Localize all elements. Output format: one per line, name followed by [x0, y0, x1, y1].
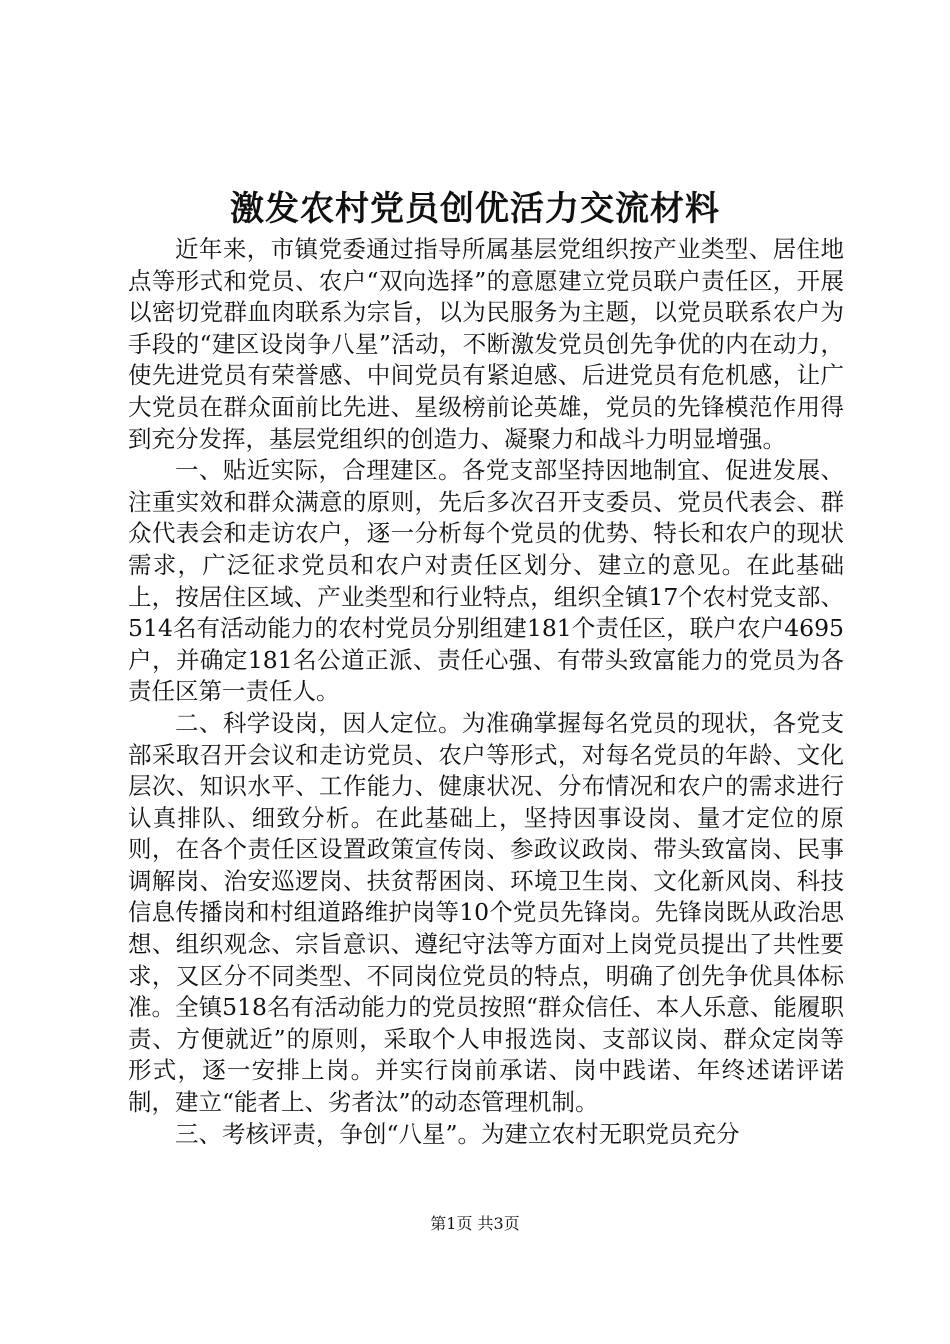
paragraph-section-1: 一、贴近实际，合理建区。各党支部坚持因地制宜、促进发展、注重实效和群众满意的原则，先后多次召开支委员、党员代表会、群众代表会和走访农户，逐一分析每个党员的优势、特长和农户的现状需求，广泛征求党员和农户对责任区划分、建立的意见。在此基础上，按居住区域、产业类型和行业特点，组织全镇17个农村党支部、514名有活动能力的农村党员分别组建181个责任区，联户农户4695户，并确定181名公道正派、责任心强、有带头致富能力的党员为各责任区第一责任人。 [128, 456, 844, 706]
paragraph-section-2: 二、科学设岗，因人定位。为准确掌握每名党员的现状，各党支部采取召开会议和走访党员、农户等形式，对每名党员的年龄、文化层次、知识水平、工作能力、健康状况、分布情况和农户的需求进行认真排队、细致分析。在此基础上，坚持因事设岗、量才定位的原则，在各个责任区设置政策宣传岗、参政议政岗、带头致富岗、民事调解岗、治安巡逻岗、扶贫帮困岗、环境卫生岗、文化新风岗、科技信息传播岗和村组道路维护岗等10个党员先锋岗。先锋岗既从政治思想、组织观念、宗旨意识、遵纪守法等方面对上岗党员提出了共性要求，又区分不同类型、不同岗位党员的特点，明确了创先争优具体标准。全镇518名有活动能力的党员按照“群众信任、本人乐意、能履职责、方便就近”的原则，采取个人申报选岗、支部议岗、群众定岗等形式，逐一安排上岗。并实行岗前承诺、岗中践诺、年终述诺评诺制，建立“能者上、劣者汰”的动态管理机制。 [128, 708, 844, 1117]
document-title: 激发农村党员创优活力交流材料 [230, 189, 720, 229]
paragraph-section-3: 三、考核评责，争创“八星”。为建立农村无职党员充分 [175, 1119, 740, 1148]
paragraph-intro: 近年来，市镇党委通过指导所属基层党组织按产业类型、居住地点等形式和党员、农户“双向选择”的意愿建立党员联户责任区，开展以密切党群血肉联系为宗旨，以为民服务为主题，以党员联系农户为手段的“建区设岗争八星”活动，不断激发党员创先争优的内在动力，使先进党员有荣誉感、中间党员有紧迫感、后进党员有危机感，让广大党员在群众面前比先进、星级榜前论英雄，党员的先锋模范作用得到充分发挥，基层党组织的创造力、凝聚力和战斗力明显增强。 [128, 235, 844, 453]
document-body [128, 234, 844, 1150]
page-number: 第1页 共3页 [430, 1214, 520, 1233]
